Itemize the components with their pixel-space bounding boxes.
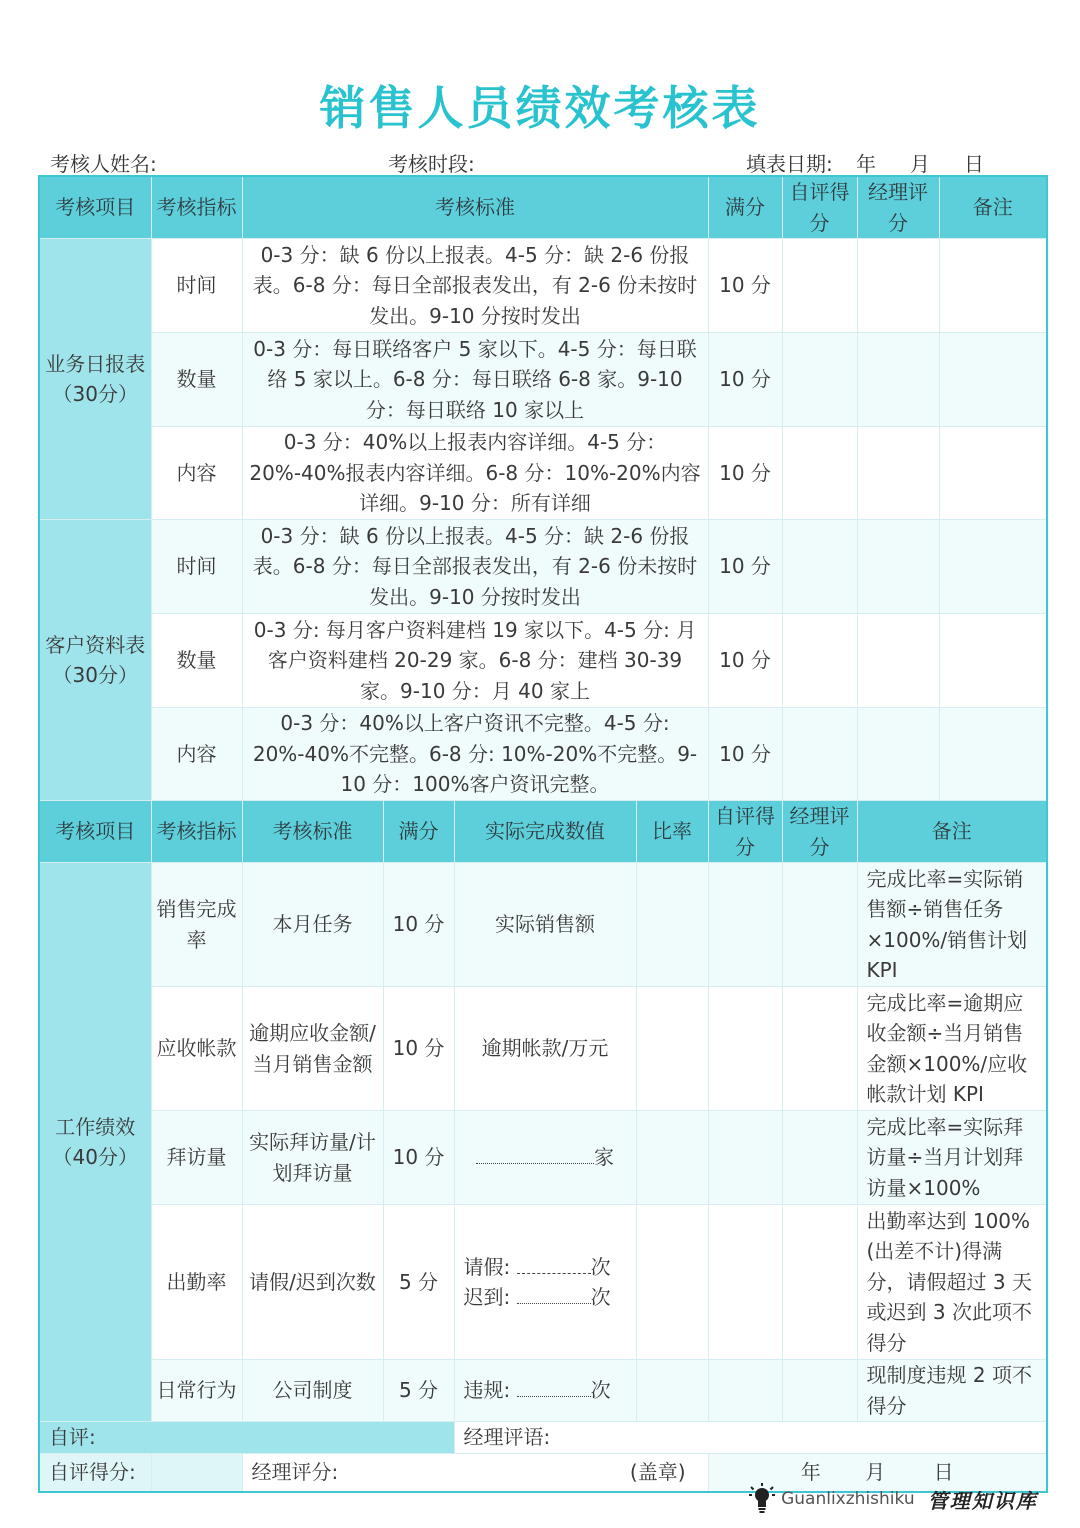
manager-score-sign[interactable] [242,1454,708,1492]
manager-score-input[interactable] [782,1360,857,1422]
date-month: 月 [910,152,930,176]
self-score-input[interactable] [708,1205,782,1360]
self-score-input[interactable] [782,614,857,708]
standard-cell: 本月任务 [242,863,383,987]
indicator-cell: 销售完成率 [151,863,242,987]
table-row [39,1205,1047,1360]
indicator-cell: 数量 [151,333,242,427]
header-note: 备注 [857,801,1047,863]
self-score-input[interactable] [782,333,857,427]
note-cell: 完成比率=实际拜访量÷当月计划拜访量×100% [857,1111,1047,1205]
actual-value-cell[interactable]: 逾期帐款/万元 [454,987,636,1111]
note-input[interactable] [939,614,1047,708]
date-day: 日 [964,152,984,176]
full-score-cell: 10 分 [708,427,782,520]
self-score-input[interactable] [782,520,857,614]
manager-score-input[interactable] [782,987,857,1111]
assessment-period-label: 考核时段: [388,152,475,176]
header-indicator: 考核指标 [151,176,242,239]
header-note: 备注 [939,176,1047,239]
late-unit: 次 [590,1285,611,1309]
header-self-score: 自评得分 [782,176,857,239]
table-row [39,987,1047,1111]
attendance-input-cell[interactable] [454,1205,636,1360]
standard-cell: 0-3 分：缺 6 份以上报表。4-5 分：缺 2-6 份报表。6-8 分：每日全部报表发出，有 2-6 份未按时发出。9-10 分按时发出 [242,239,708,333]
note-input[interactable] [939,333,1047,427]
manager-score-input[interactable] [782,1111,857,1205]
assessment-table [38,175,1048,1493]
self-score-blank[interactable] [151,1454,242,1492]
table-row [39,614,1047,708]
header-item: 考核项目 [39,176,151,239]
note-input[interactable] [939,239,1047,333]
standard-cell: 0-3 分：40%以上报表内容详细。4-5 分：20%-40%报表内容详细。6-8 分：10%-20%内容详细。9-10 分：所有详细 [242,427,708,520]
manager-score-label: 经理评分: [251,1460,339,1484]
stamp-label: (盖章) [629,1460,686,1484]
table-row [39,333,1047,427]
note-cell: 现制度违规 2 项不得分 [857,1360,1047,1422]
ratio-input[interactable] [636,1360,708,1422]
table-row [39,708,1047,801]
visits-input-cell[interactable] [454,1111,636,1205]
self-eval-label[interactable]: 自评: [39,1422,454,1454]
manager-score-input[interactable] [782,863,857,987]
note-input[interactable] [939,708,1047,801]
note-input[interactable] [939,427,1047,520]
self-score-input[interactable] [708,1111,782,1205]
header-full-score: 满分 [383,801,454,863]
full-score-cell: 5 分 [383,1205,454,1360]
full-score-cell: 10 分 [708,239,782,333]
indicator-cell: 内容 [151,427,242,520]
manager-score-input[interactable] [857,520,939,614]
full-score-cell: 5 分 [383,1360,454,1422]
full-score-cell: 10 分 [708,708,782,801]
actual-value-cell[interactable]: 实际销售额 [454,863,636,987]
visits-blank[interactable] [476,1145,594,1164]
manager-score-input[interactable] [857,614,939,708]
ratio-input[interactable] [636,987,708,1111]
header-full-score: 满分 [708,176,782,239]
group-client-info: 客户资料表（30分） [39,520,151,801]
table-row [39,239,1047,333]
header-manager-score: 经理评分 [857,176,939,239]
violation-input-cell[interactable] [454,1360,636,1422]
indicator-cell: 时间 [151,520,242,614]
standard-cell: 0-3 分：每日联络客户 5 家以下。4-5 分：每日联络 5 家以上。6-8 分：每日联络 6-8 家。9-10 分：每日联络 10 家以上 [242,333,708,427]
header-actual-value: 实际完成数值 [454,801,636,863]
sign-month: 月 [865,1460,886,1484]
standard-cell: 0-3 分：40%以上客户资讯不完整。4-5 分: 20%-40%不完整。6-8 分: 10%-20%不完整。9-10 分：100%客户资讯完整。 [242,708,708,801]
table-header-2 [39,801,1047,863]
standard-cell: 0-3 分：缺 6 份以上报表。4-5 分：缺 2-6 份报表。6-8 分：每日全部报表发出，有 2-6 份未按时发出。9-10 分按时发出 [242,520,708,614]
indicator-cell: 日常行为 [151,1360,242,1422]
form-meta [0,148,1080,176]
full-score-cell: 10 分 [708,520,782,614]
self-score-input[interactable] [708,987,782,1111]
self-score-input[interactable] [708,1360,782,1422]
table-row [39,520,1047,614]
self-score-input[interactable] [782,708,857,801]
header-manager-score: 经理评分 [782,801,857,863]
indicator-cell: 应收帐款 [151,987,242,1111]
header-self-score: 自评得分 [708,801,782,863]
table-row [39,863,1047,987]
full-score-cell: 10 分 [708,333,782,427]
indicator-cell: 拜访量 [151,1111,242,1205]
note-cell: 完成比率=逾期应收金额÷当月销售金额×100%/应收帐款计划 KPI [857,987,1047,1111]
page-title: 销售人员绩效考核表 [319,81,761,135]
late-label: 迟到: [463,1285,511,1309]
ratio-input[interactable] [636,863,708,987]
header-standard: 考核标准 [242,801,383,863]
table-row [39,1111,1047,1205]
self-score-input[interactable] [782,427,857,520]
ratio-input[interactable] [636,1205,708,1360]
manager-score-input[interactable] [857,427,939,520]
full-score-cell: 10 分 [383,863,454,987]
table-header-1 [39,176,1047,239]
header-standard: 考核标准 [242,176,708,239]
table-row [39,1360,1047,1422]
note-cell: 出勤率达到 100%(出差不计)得满分，请假超过 3 天或迟到 3 次此项不得分 [857,1205,1047,1360]
leave-label: 请假: [463,1254,511,1279]
date-year: 年 [856,152,876,176]
manager-comment-label[interactable]: 经理评语: [454,1422,1047,1454]
visits-unit: 家 [594,1145,614,1170]
header-indicator: 考核指标 [151,801,242,863]
sign-day: 日 [933,1460,954,1484]
group-daily-report: 业务日报表（30分） [39,239,151,520]
full-score-cell: 10 分 [383,987,454,1111]
standard-cell: 请假/迟到次数 [242,1205,383,1360]
violation-unit: 次 [590,1378,611,1403]
indicator-cell: 内容 [151,708,242,801]
manager-score-input[interactable] [857,239,939,333]
footer-brand: Guanlixzhishiku [781,1489,915,1509]
lightbulb-icon [748,1482,776,1516]
late-blank[interactable] [517,1285,591,1304]
group-work-performance: 工作绩效（40分） [39,863,151,1422]
leave-blank[interactable] [517,1255,591,1274]
violation-label: 违规: [463,1378,511,1403]
sign-year: 年 [800,1460,821,1484]
indicator-cell: 出勤率 [151,1205,242,1360]
standard-cell: 逾期应收金额/当月销售金额 [242,987,383,1111]
self-score-input[interactable] [782,239,857,333]
violation-blank[interactable] [517,1378,591,1397]
header-ratio: 比率 [636,801,708,863]
full-score-cell: 10 分 [708,614,782,708]
self-score-label[interactable]: 自评得分: [39,1454,151,1492]
ratio-input[interactable] [636,1111,708,1205]
manager-score-input[interactable] [857,708,939,801]
self-score-input[interactable] [708,863,782,987]
header-item: 考核项目 [39,801,151,863]
manager-score-input[interactable] [857,333,939,427]
leave-unit: 次 [590,1254,611,1279]
indicator-cell: 时间 [151,239,242,333]
indicator-cell: 数量 [151,614,242,708]
standard-cell: 实际拜访量/计划拜访量 [242,1111,383,1205]
footer-brand-cn: 管理知识库 [927,1488,1038,1513]
full-score-cell: 10 分 [383,1111,454,1205]
standard-cell: 公司制度 [242,1360,383,1422]
assessee-name-label: 考核人姓名: [50,152,157,176]
manager-score-input[interactable] [782,1205,857,1360]
self-eval-row [39,1422,1047,1454]
note-cell: 完成比率=实际销售额÷销售任务×100%/销售计划KPI [857,863,1047,987]
note-input[interactable] [939,520,1047,614]
footer-watermark [748,1482,1038,1516]
standard-cell: 0-3 分: 每月客户资料建档 19 家以下。4-5 分: 月客户资料建档 20-29 家。6-8 分：建档 30-39 家。9-10 分：月 40 家上 [242,614,708,708]
table-row [39,427,1047,520]
fill-date-label: 填表日期: [746,152,833,176]
